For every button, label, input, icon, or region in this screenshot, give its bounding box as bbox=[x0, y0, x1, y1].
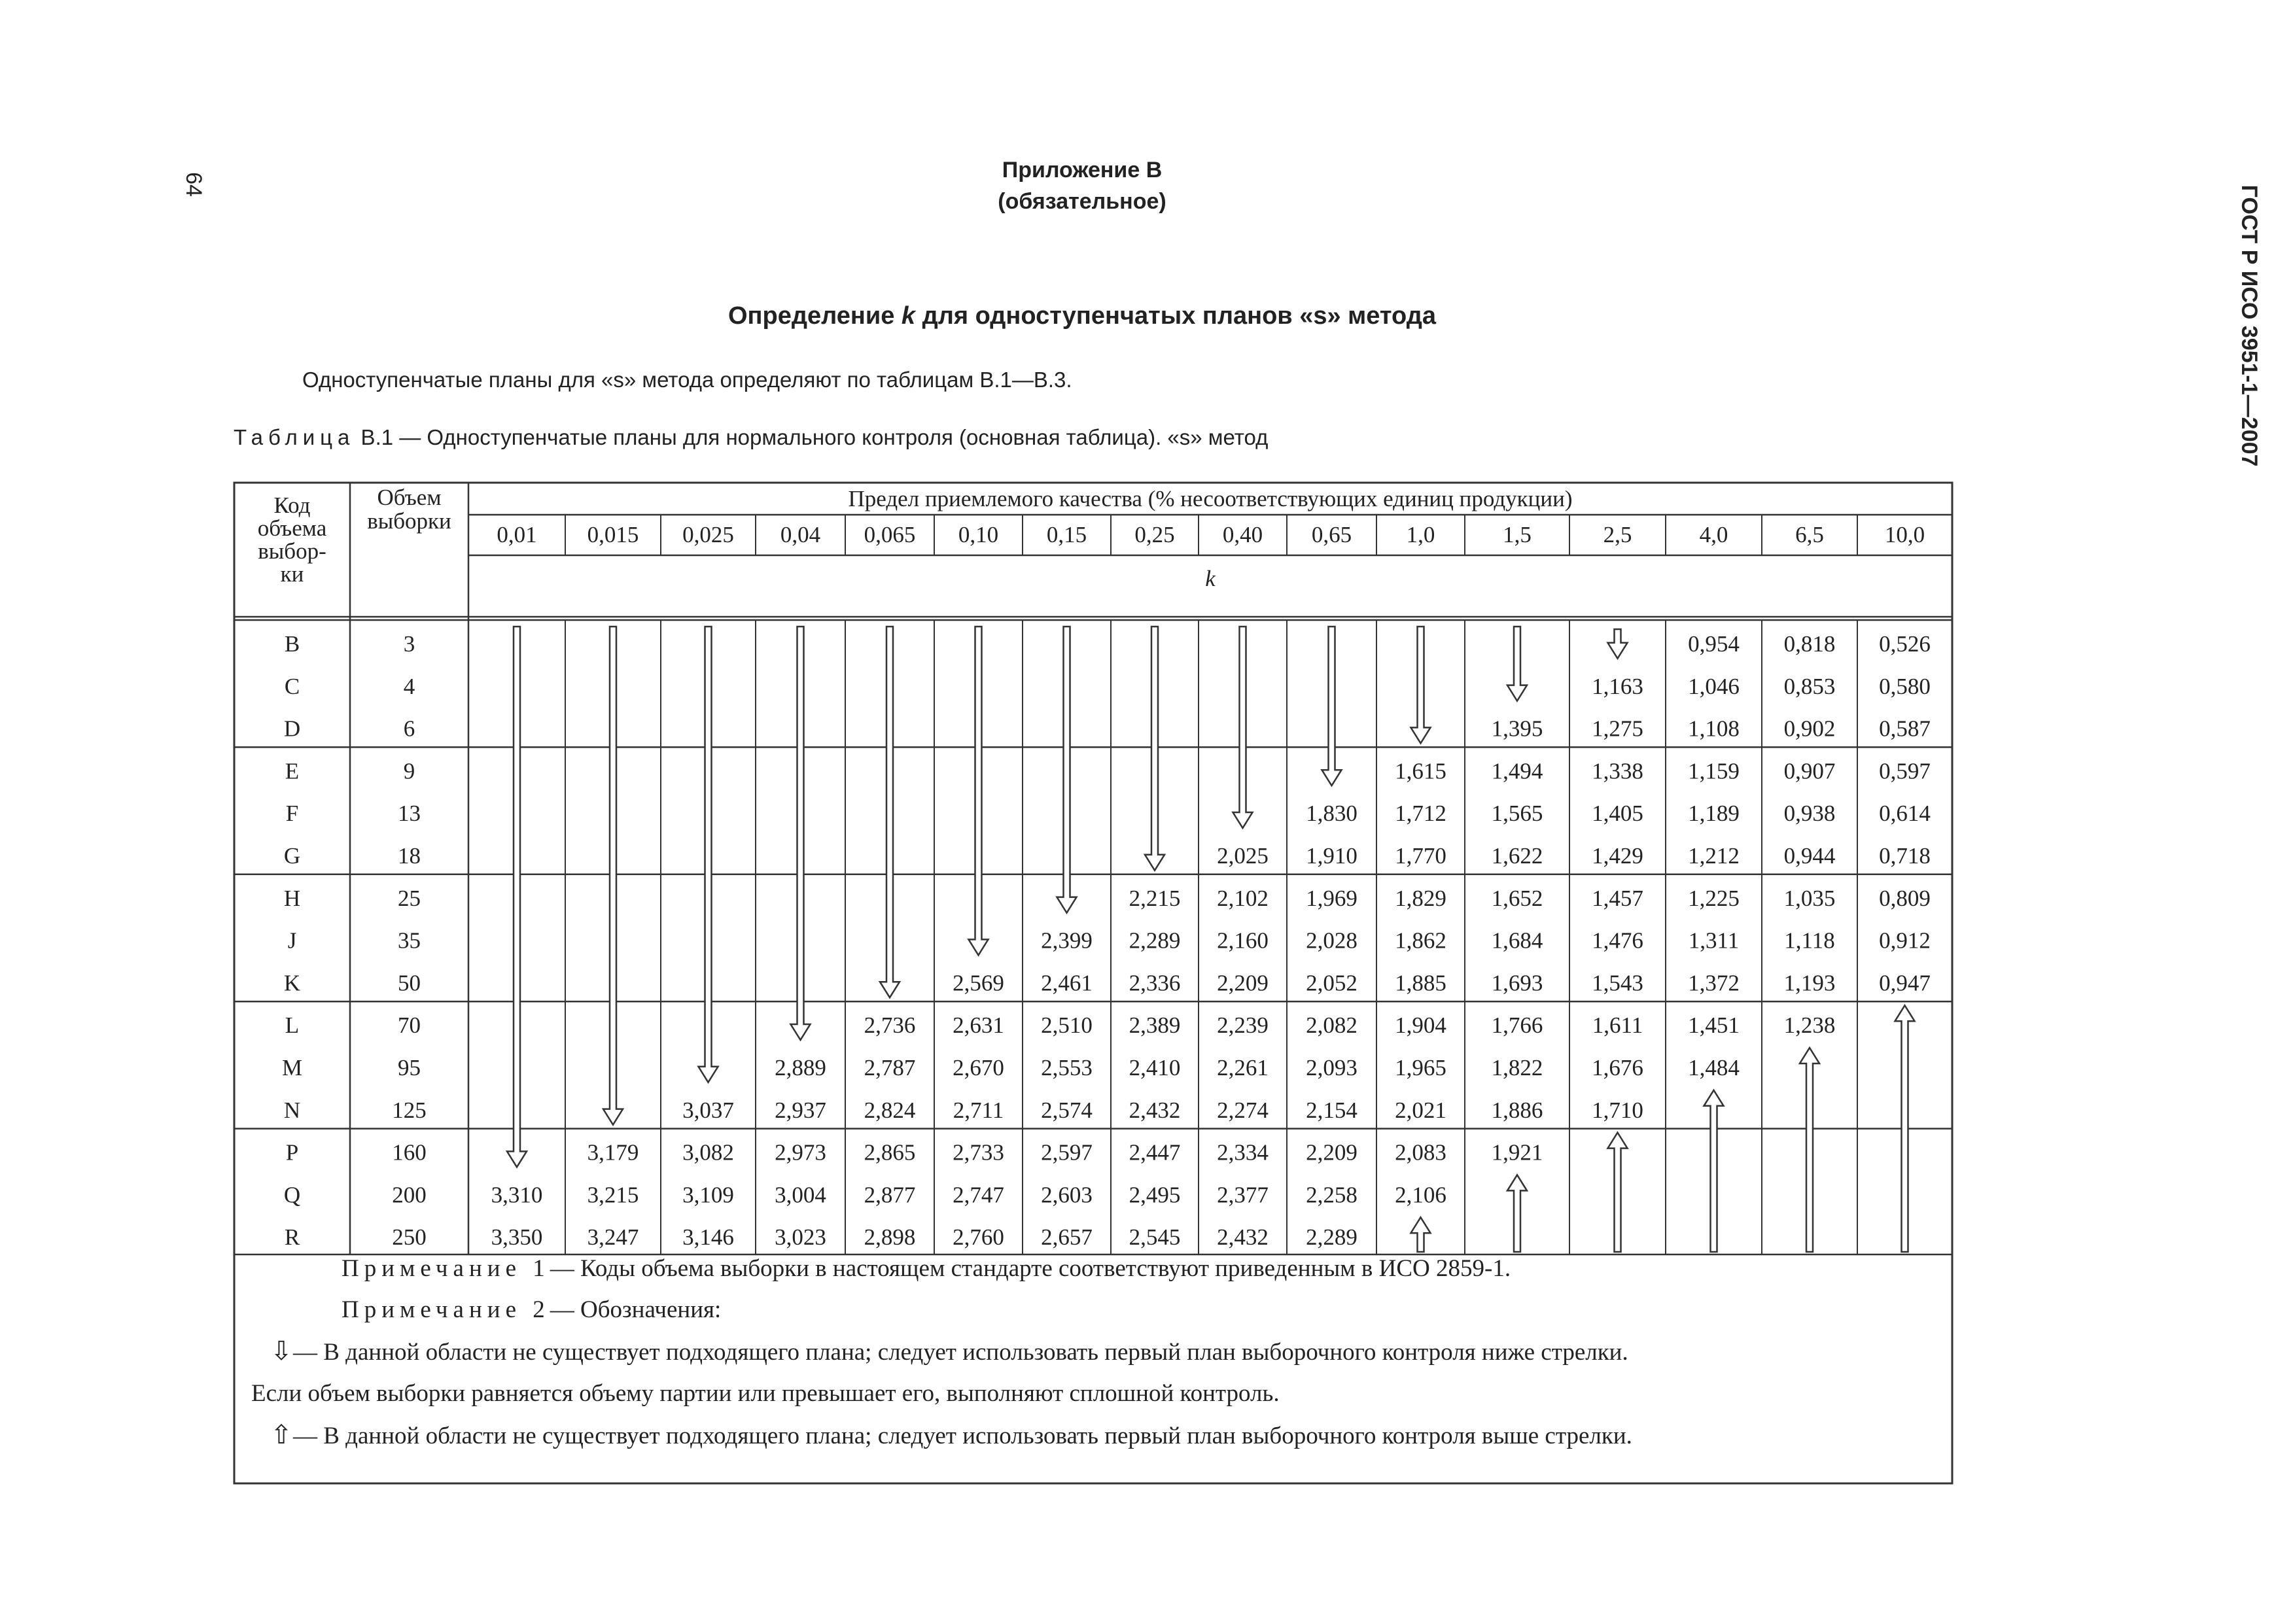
k-value: 1,862 bbox=[1395, 927, 1446, 954]
k-value: 1,238 bbox=[1783, 1012, 1836, 1039]
k-value: 1,275 bbox=[1592, 716, 1643, 742]
header-code-line: объема bbox=[257, 515, 327, 541]
header-k: k bbox=[1205, 566, 1216, 591]
sample-size: 3 bbox=[403, 631, 415, 657]
k-value: 2,289 bbox=[1129, 927, 1181, 954]
k-value: 1,372 bbox=[1688, 970, 1740, 996]
k-value: 2,215 bbox=[1129, 885, 1181, 911]
k-value: 0,947 bbox=[1879, 970, 1931, 996]
note-1-label: Примечание 1 bbox=[342, 1255, 550, 1282]
k-value: 2,545 bbox=[1129, 1224, 1181, 1251]
k-value: 1,770 bbox=[1395, 843, 1446, 869]
page-number: 64 bbox=[181, 172, 206, 197]
aql-column-label: 4,0 bbox=[1699, 522, 1728, 547]
aql-column-label: 0,065 bbox=[864, 522, 916, 547]
aql-column-label: 1,0 bbox=[1406, 522, 1435, 547]
k-value: 1,615 bbox=[1395, 758, 1446, 784]
k-value: 0,718 bbox=[1879, 843, 1931, 869]
k-value: 0,580 bbox=[1879, 673, 1931, 699]
sample-code: F bbox=[285, 801, 299, 827]
k-value: 2,597 bbox=[1041, 1139, 1093, 1166]
k-value: 1,476 bbox=[1592, 927, 1643, 954]
section-title-k: k bbox=[901, 302, 916, 330]
down-arrow-icon bbox=[1411, 627, 1431, 743]
k-value: 0,912 bbox=[1879, 927, 1931, 954]
k-value: 1,676 bbox=[1592, 1055, 1643, 1080]
note-down-arrow bbox=[237, 1330, 1938, 1373]
sample-size: 6 bbox=[403, 716, 415, 742]
sample-code: K bbox=[283, 970, 301, 996]
k-value: 2,377 bbox=[1217, 1182, 1269, 1208]
sample-size: 18 bbox=[398, 843, 421, 869]
table-notes bbox=[237, 1248, 1938, 1457]
aql-column-label: 0,40 bbox=[1222, 522, 1263, 547]
down-arrow-icon bbox=[1322, 627, 1342, 786]
k-value: 1,193 bbox=[1783, 970, 1836, 996]
k-value: 1,457 bbox=[1592, 885, 1643, 911]
k-value: 0,587 bbox=[1879, 716, 1931, 742]
k-value: 2,028 bbox=[1306, 927, 1358, 954]
aql-column-label: 0,04 bbox=[780, 522, 821, 547]
k-value: 2,495 bbox=[1129, 1182, 1181, 1208]
header-code-line: ки bbox=[280, 561, 304, 587]
note-extra: Если объем выборки равняется объему партии или превышает его, выполняют сплошной контроль. bbox=[251, 1380, 1280, 1407]
k-value: 1,212 bbox=[1688, 843, 1740, 869]
k-value: 1,822 bbox=[1491, 1055, 1543, 1080]
sample-code: R bbox=[284, 1224, 300, 1251]
k-value: 1,565 bbox=[1491, 801, 1543, 827]
k-value: 3,082 bbox=[682, 1139, 734, 1166]
header-code-line: Код bbox=[273, 492, 311, 518]
sample-code: C bbox=[284, 673, 300, 699]
k-value: 2,711 bbox=[953, 1097, 1004, 1123]
k-value: 0,614 bbox=[1879, 801, 1931, 827]
section-title-post: для одноступенчатых планов «s» метода bbox=[915, 302, 1436, 330]
down-arrow-icon bbox=[507, 627, 527, 1167]
aql-column-label: 10,0 bbox=[1884, 522, 1925, 547]
k-value: 2,937 bbox=[775, 1097, 826, 1123]
k-value: 2,574 bbox=[1041, 1097, 1093, 1123]
down-arrow-icon bbox=[1507, 627, 1527, 701]
k-value: 1,710 bbox=[1592, 1097, 1643, 1123]
k-value: 2,889 bbox=[775, 1055, 826, 1080]
k-value: 3,037 bbox=[682, 1097, 734, 1123]
up-arrow-icon: ⇧ bbox=[270, 1420, 292, 1449]
sample-code: E bbox=[285, 758, 300, 784]
k-value: 2,021 bbox=[1395, 1097, 1446, 1123]
k-value: 0,938 bbox=[1783, 801, 1836, 827]
sample-code: H bbox=[283, 885, 301, 911]
k-value: 0,902 bbox=[1783, 716, 1836, 742]
k-value: 0,853 bbox=[1783, 673, 1836, 699]
up-arrow-icon bbox=[1608, 1133, 1628, 1252]
aql-column-label: 6,5 bbox=[1795, 522, 1824, 547]
k-value: 2,747 bbox=[953, 1182, 1004, 1208]
down-arrow-icon bbox=[699, 627, 718, 1082]
k-value: 1,712 bbox=[1395, 801, 1446, 827]
k-value: 3,146 bbox=[682, 1224, 734, 1251]
down-arrow-icon bbox=[603, 627, 623, 1125]
sample-code: P bbox=[285, 1139, 299, 1166]
k-value: 1,225 bbox=[1688, 885, 1740, 911]
k-value: 1,108 bbox=[1688, 716, 1740, 742]
sample-size: 25 bbox=[398, 885, 421, 911]
k-value: 1,969 bbox=[1306, 885, 1358, 911]
k-value: 2,082 bbox=[1306, 1012, 1358, 1039]
k-value: 2,399 bbox=[1041, 927, 1093, 954]
k-value: 1,484 bbox=[1688, 1055, 1740, 1080]
aql-column-label: 0,01 bbox=[497, 522, 537, 547]
sample-size: 9 bbox=[403, 758, 415, 784]
up-arrow-icon bbox=[1704, 1090, 1724, 1252]
k-value: 1,118 bbox=[1784, 927, 1835, 954]
down-arrow-icon bbox=[969, 627, 989, 955]
k-value: 1,693 bbox=[1491, 970, 1543, 996]
note-2-label: Примечание 2 bbox=[342, 1296, 550, 1323]
note-2-text: — Обозначения: bbox=[550, 1296, 722, 1323]
k-value: 1,965 bbox=[1395, 1055, 1446, 1080]
k-value: 1,830 bbox=[1306, 801, 1358, 827]
k-value: 2,461 bbox=[1041, 970, 1093, 996]
sample-size: 250 bbox=[392, 1224, 427, 1251]
k-value: 1,766 bbox=[1491, 1012, 1543, 1039]
k-value: 3,215 bbox=[587, 1182, 639, 1208]
note-2 bbox=[237, 1289, 1938, 1330]
k-value: 1,405 bbox=[1592, 801, 1643, 827]
k-value: 1,611 bbox=[1592, 1012, 1643, 1039]
k-value: 0,809 bbox=[1879, 885, 1931, 911]
aql-column-label: 2,5 bbox=[1603, 522, 1632, 547]
k-value: 1,429 bbox=[1592, 843, 1643, 869]
k-value: 2,160 bbox=[1217, 927, 1269, 954]
section-title-pre: Определение bbox=[728, 302, 902, 330]
appendix-title: Приложение В bbox=[1002, 158, 1163, 182]
document-code: ГОСТ Р ИСО 3951-1—2007 bbox=[2237, 184, 2262, 467]
down-arrow-icon bbox=[1608, 629, 1628, 659]
k-value: 2,389 bbox=[1129, 1012, 1181, 1039]
aql-column-label: 0,10 bbox=[958, 522, 999, 547]
k-value: 1,451 bbox=[1688, 1012, 1740, 1039]
k-value: 2,760 bbox=[953, 1224, 1004, 1251]
header-aql: Предел приемлемого качества (% несоответствующих единиц продукции) bbox=[848, 486, 1573, 511]
k-value: 2,052 bbox=[1306, 970, 1358, 996]
k-value: 2,432 bbox=[1129, 1097, 1181, 1123]
k-value: 2,239 bbox=[1217, 1012, 1269, 1039]
k-value: 2,877 bbox=[864, 1182, 916, 1208]
up-arrow-icon bbox=[1507, 1175, 1527, 1252]
up-arrow-icon bbox=[1800, 1048, 1819, 1252]
note-down-text: — В данной области не существует подходящего плана; следует использовать первый план выборочного контроля ниже стрелки. bbox=[293, 1339, 1628, 1366]
k-value: 2,670 bbox=[953, 1055, 1004, 1080]
sample-code: J bbox=[287, 927, 297, 954]
k-value: 2,736 bbox=[864, 1012, 916, 1039]
k-value: 3,004 bbox=[775, 1182, 826, 1208]
k-value: 1,311 bbox=[1688, 927, 1740, 954]
k-value: 2,973 bbox=[775, 1139, 826, 1166]
down-arrow-icon bbox=[1057, 627, 1077, 913]
k-value: 2,083 bbox=[1395, 1139, 1446, 1166]
k-value: 2,410 bbox=[1129, 1055, 1181, 1080]
k-value: 2,274 bbox=[1217, 1097, 1269, 1123]
k-value: 1,622 bbox=[1491, 843, 1543, 869]
k-value: 3,023 bbox=[775, 1224, 826, 1251]
k-value: 1,395 bbox=[1491, 716, 1543, 742]
sample-size: 95 bbox=[398, 1055, 421, 1080]
k-value: 2,733 bbox=[953, 1139, 1004, 1166]
k-value: 1,904 bbox=[1395, 1012, 1446, 1039]
sample-code: N bbox=[283, 1097, 301, 1123]
k-value: 1,921 bbox=[1491, 1139, 1543, 1166]
k-value: 3,109 bbox=[682, 1182, 734, 1208]
down-arrow-icon bbox=[880, 627, 900, 997]
aql-column-label: 0,025 bbox=[682, 522, 734, 547]
aql-column-label: 0,25 bbox=[1134, 522, 1175, 547]
sample-size: 70 bbox=[398, 1012, 421, 1039]
k-value: 1,159 bbox=[1688, 758, 1740, 784]
sample-size: 125 bbox=[392, 1097, 427, 1123]
sample-size: 160 bbox=[392, 1139, 427, 1166]
down-arrow-icon bbox=[1145, 627, 1165, 871]
header-code-line: выбор- bbox=[258, 538, 326, 564]
aql-column-label: 0,65 bbox=[1311, 522, 1352, 547]
k-value: 2,657 bbox=[1041, 1224, 1093, 1251]
sample-size: 200 bbox=[392, 1182, 427, 1208]
k-value: 1,046 bbox=[1688, 673, 1740, 699]
up-arrow-icon bbox=[1411, 1217, 1431, 1252]
sample-code: M bbox=[281, 1055, 303, 1080]
k-value: 1,886 bbox=[1491, 1097, 1543, 1123]
k-value: 2,631 bbox=[953, 1012, 1004, 1039]
k-value: 1,543 bbox=[1592, 970, 1643, 996]
k-value: 2,209 bbox=[1217, 970, 1269, 996]
down-arrow-icon: ⇩ bbox=[270, 1336, 292, 1366]
note-up-text: — В данной области не существует подходящего плана; следует использовать первый план выборочного контроля выше стрелки. bbox=[293, 1423, 1632, 1449]
k-value: 1,829 bbox=[1395, 885, 1446, 911]
k-value: 1,885 bbox=[1395, 970, 1446, 996]
k-value: 1,910 bbox=[1306, 843, 1358, 869]
k-value: 2,447 bbox=[1129, 1139, 1181, 1166]
down-arrow-icon bbox=[791, 627, 811, 1040]
k-value: 2,102 bbox=[1217, 885, 1269, 911]
k-value: 0,818 bbox=[1783, 631, 1836, 657]
sample-size: 13 bbox=[398, 801, 421, 827]
k-value: 2,154 bbox=[1306, 1097, 1358, 1123]
k-value: 2,093 bbox=[1306, 1055, 1358, 1080]
header-size-line: Объем bbox=[377, 485, 442, 510]
k-value: 2,261 bbox=[1217, 1055, 1269, 1080]
header-size-line: выборки bbox=[367, 508, 451, 534]
k-value: 2,432 bbox=[1217, 1224, 1269, 1251]
sample-size: 50 bbox=[398, 970, 421, 996]
table-caption-text: В.1 — Одноступенчатые планы для нормального контроля (основная таблица). «s» метод bbox=[355, 425, 1269, 449]
k-value: 2,209 bbox=[1306, 1139, 1358, 1166]
table-caption-label: Таблица bbox=[234, 425, 355, 449]
sample-size: 35 bbox=[398, 927, 421, 954]
k-value: 2,336 bbox=[1129, 970, 1181, 996]
k-value: 1,035 bbox=[1783, 885, 1836, 911]
k-value: 2,258 bbox=[1306, 1182, 1358, 1208]
k-value: 0,907 bbox=[1783, 758, 1836, 784]
note-up-arrow bbox=[237, 1414, 1938, 1457]
k-value: 1,189 bbox=[1688, 801, 1740, 827]
sample-code: D bbox=[283, 716, 301, 742]
k-value: 0,526 bbox=[1879, 631, 1931, 657]
k-value: 2,025 bbox=[1217, 843, 1269, 869]
k-value: 0,954 bbox=[1688, 631, 1740, 657]
k-value: 2,865 bbox=[864, 1139, 916, 1166]
sample-size: 4 bbox=[403, 673, 415, 699]
k-value: 2,106 bbox=[1395, 1182, 1446, 1208]
k-value: 3,350 bbox=[491, 1224, 543, 1251]
k-value: 2,553 bbox=[1041, 1055, 1093, 1080]
note-1 bbox=[237, 1248, 1938, 1289]
k-value: 2,334 bbox=[1217, 1139, 1269, 1166]
aql-column-label: 1,5 bbox=[1503, 522, 1532, 547]
k-value: 1,652 bbox=[1491, 885, 1543, 911]
aql-column-label: 0,015 bbox=[587, 522, 639, 547]
k-value: 2,569 bbox=[953, 970, 1004, 996]
k-value: 1,163 bbox=[1592, 673, 1643, 699]
aql-column-label: 0,15 bbox=[1046, 522, 1087, 547]
k-value: 0,597 bbox=[1879, 758, 1931, 784]
k-value: 0,944 bbox=[1783, 843, 1836, 869]
k-value: 1,684 bbox=[1491, 927, 1543, 954]
intro-text: Одноступенчатые планы для «s» метода определяют по таблицам В.1—В.3. bbox=[302, 368, 1072, 392]
k-value: 1,338 bbox=[1592, 758, 1643, 784]
k-value: 2,603 bbox=[1041, 1182, 1093, 1208]
k-value: 2,289 bbox=[1306, 1224, 1358, 1251]
k-value: 3,310 bbox=[491, 1182, 543, 1208]
appendix-subtitle: (обязательное) bbox=[998, 189, 1166, 214]
k-value: 2,510 bbox=[1041, 1012, 1093, 1039]
k-value: 1,494 bbox=[1491, 758, 1543, 784]
k-value: 2,898 bbox=[864, 1224, 916, 1251]
note-1-text: — Коды объема выборки в настоящем стандарте соответствуют приведенным в ИСО 2859-1. bbox=[550, 1255, 1511, 1282]
k-value: 2,824 bbox=[864, 1097, 916, 1123]
sample-code: G bbox=[283, 843, 301, 869]
down-arrow-icon bbox=[1233, 627, 1253, 828]
sample-code: Q bbox=[283, 1182, 301, 1208]
sample-code: B bbox=[284, 631, 300, 657]
k-value: 3,247 bbox=[587, 1224, 639, 1251]
k-value: 3,179 bbox=[587, 1139, 639, 1166]
sample-code: L bbox=[285, 1012, 300, 1039]
k-value: 2,787 bbox=[864, 1055, 916, 1080]
